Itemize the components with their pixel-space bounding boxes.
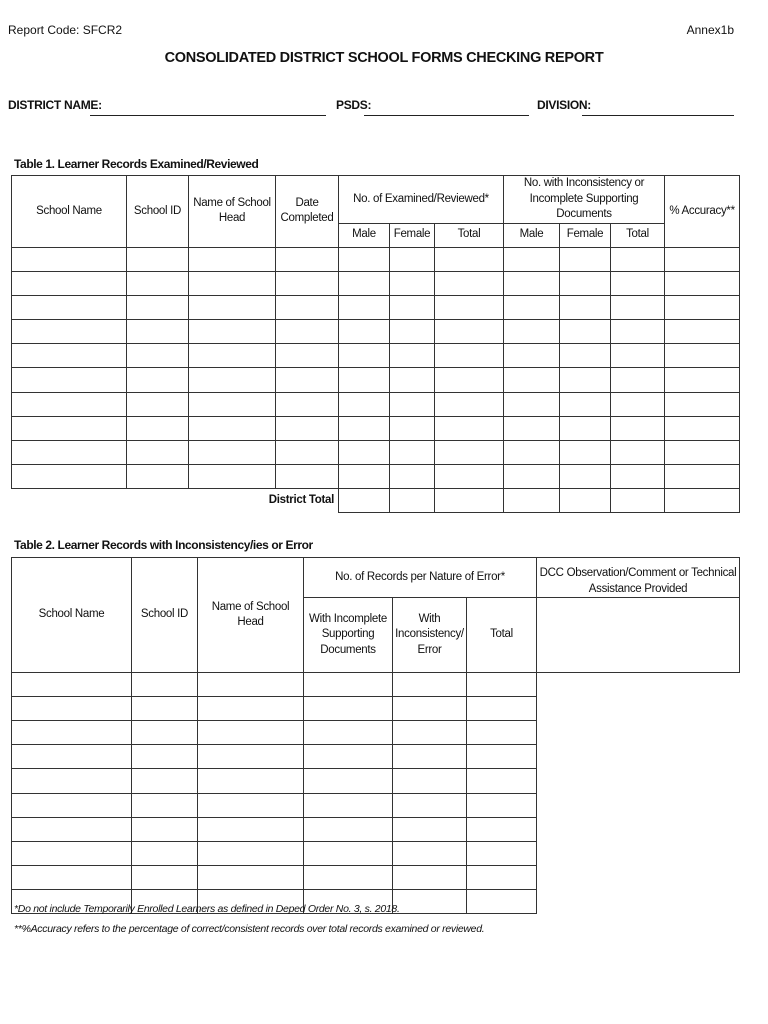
table-cell[interactable] <box>127 271 189 295</box>
table-row <box>12 295 740 319</box>
table-cell[interactable] <box>12 841 132 865</box>
table-cell[interactable] <box>435 392 504 416</box>
table-cell[interactable] <box>435 295 504 319</box>
table-cell[interactable] <box>12 271 127 295</box>
table-cell[interactable] <box>393 841 467 865</box>
table-cell[interactable] <box>12 673 132 697</box>
table-cell[interactable] <box>12 769 132 793</box>
table-cell[interactable] <box>393 769 467 793</box>
table-cell[interactable] <box>198 793 304 817</box>
table-cell[interactable] <box>393 697 467 721</box>
col2-school-head: Name of School Head <box>198 558 304 673</box>
table-cell[interactable] <box>198 697 304 721</box>
table-cell[interactable] <box>611 416 665 440</box>
table-cell[interactable] <box>393 865 467 889</box>
table-cell[interactable] <box>198 721 304 745</box>
table-cell[interactable] <box>560 416 611 440</box>
table-row <box>12 697 740 721</box>
table-cell[interactable] <box>339 295 390 319</box>
table-cell[interactable] <box>611 271 665 295</box>
table-row <box>12 368 740 392</box>
table-cell[interactable] <box>127 441 189 465</box>
table-cell[interactable] <box>390 465 435 489</box>
table-cell[interactable] <box>12 320 127 344</box>
table-cell[interactable] <box>435 441 504 465</box>
table-cell[interactable] <box>390 320 435 344</box>
table-cell[interactable] <box>339 344 390 368</box>
table-cell[interactable] <box>339 368 390 392</box>
report-code: Report Code: SFCR2 <box>8 23 123 37</box>
table-cell[interactable] <box>665 247 740 271</box>
table-cell[interactable] <box>132 865 198 889</box>
col-examined-total: Total <box>435 223 504 247</box>
inconsistency-records-table <box>11 557 740 914</box>
table-cell[interactable] <box>189 441 276 465</box>
table-cell[interactable] <box>276 247 339 271</box>
col-examined-female: Female <box>390 223 435 247</box>
table-cell[interactable] <box>611 441 665 465</box>
table-cell[interactable] <box>339 441 390 465</box>
psds-label: PSDS: <box>336 98 372 112</box>
table-cell[interactable] <box>198 673 304 697</box>
table-cell[interactable] <box>127 368 189 392</box>
district-name-field[interactable] <box>90 115 326 116</box>
table-cell[interactable] <box>611 465 665 489</box>
col-inconsistency-female: Female <box>560 223 611 247</box>
table-cell[interactable] <box>198 769 304 793</box>
table-cell[interactable] <box>132 697 198 721</box>
table-cell[interactable] <box>560 320 611 344</box>
table-cell[interactable] <box>467 721 537 745</box>
table-cell[interactable] <box>276 320 339 344</box>
district-total-cell[interactable] <box>390 489 435 513</box>
table-cell[interactable] <box>132 673 198 697</box>
table-cell[interactable] <box>390 295 435 319</box>
table-cell[interactable] <box>560 441 611 465</box>
table-cell[interactable] <box>127 344 189 368</box>
table-cell[interactable] <box>132 721 198 745</box>
table-cell[interactable] <box>132 817 198 841</box>
district-name-label: DISTRICT NAME: <box>8 98 102 112</box>
table-cell[interactable] <box>304 769 393 793</box>
table-cell[interactable] <box>339 247 390 271</box>
table-cell[interactable] <box>276 465 339 489</box>
table-cell[interactable] <box>189 368 276 392</box>
table-cell[interactable] <box>467 841 537 865</box>
table-cell[interactable] <box>504 392 560 416</box>
table-cell[interactable] <box>12 295 127 319</box>
district-total-cell[interactable] <box>560 489 611 513</box>
district-total-cell[interactable] <box>339 489 390 513</box>
table-cell[interactable] <box>390 441 435 465</box>
table-cell[interactable] <box>435 247 504 271</box>
table-cell[interactable] <box>665 392 740 416</box>
table-cell[interactable] <box>435 344 504 368</box>
table-cell[interactable] <box>12 465 127 489</box>
table-cell[interactable] <box>127 247 189 271</box>
table-cell[interactable] <box>467 865 537 889</box>
table-cell[interactable] <box>665 271 740 295</box>
table-cell[interactable] <box>504 344 560 368</box>
table-cell[interactable] <box>611 295 665 319</box>
col2-incomplete-docs: With Incomplete Supporting Documents <box>304 598 393 673</box>
table-cell[interactable] <box>467 793 537 817</box>
col-inconsistency-male: Male <box>504 223 560 247</box>
table-cell[interactable] <box>393 673 467 697</box>
table-cell[interactable] <box>12 721 132 745</box>
table-cell[interactable] <box>198 817 304 841</box>
table-row <box>12 344 740 368</box>
table-cell[interactable] <box>12 368 127 392</box>
table-cell[interactable] <box>304 745 393 769</box>
table-cell[interactable] <box>560 368 611 392</box>
learner-records-table <box>11 175 740 513</box>
table-cell[interactable] <box>276 295 339 319</box>
table-cell[interactable] <box>390 271 435 295</box>
table-cell[interactable] <box>665 368 740 392</box>
district-total-label: District Total <box>268 494 334 507</box>
table-cell[interactable] <box>276 441 339 465</box>
page-title: CONSOLIDATED DISTRICT SCHOOL FORMS CHECKING REPORT <box>164 50 604 66</box>
col-accuracy: % Accuracy** <box>665 176 740 248</box>
table-cell[interactable] <box>304 841 393 865</box>
table-cell[interactable] <box>665 441 740 465</box>
table-cell[interactable] <box>12 745 132 769</box>
psds-field[interactable] <box>364 115 529 116</box>
table-cell[interactable] <box>390 416 435 440</box>
table-cell[interactable] <box>132 793 198 817</box>
table-cell[interactable] <box>198 865 304 889</box>
table1-caption: Table 1. Learner Records Examined/Reviewed <box>14 157 259 171</box>
table-row <box>12 441 740 465</box>
table-row <box>12 320 740 344</box>
table-row <box>12 865 740 889</box>
annex-label: Annex1b <box>686 23 734 37</box>
table-row <box>12 721 740 745</box>
col2-inconsistency-error: With Inconsistency/ Error <box>393 598 467 673</box>
col-school-name: School Name <box>12 176 127 248</box>
table-cell[interactable] <box>560 271 611 295</box>
table-cell[interactable] <box>611 320 665 344</box>
division-label: DIVISION: <box>537 98 591 112</box>
table-cell[interactable] <box>467 769 537 793</box>
table-cell[interactable] <box>435 320 504 344</box>
table-cell[interactable] <box>665 320 740 344</box>
table-cell[interactable] <box>189 465 276 489</box>
table-cell[interactable] <box>127 392 189 416</box>
table-cell[interactable] <box>504 295 560 319</box>
col-examined: No. of Examined/Reviewed* <box>339 176 504 224</box>
table-cell[interactable] <box>12 865 132 889</box>
table-cell[interactable] <box>189 295 276 319</box>
table-cell[interactable] <box>189 271 276 295</box>
table-cell[interactable] <box>12 793 132 817</box>
table-row <box>12 416 740 440</box>
col2-school-name: School Name <box>12 558 132 673</box>
footnote-2: **%Accuracy refers to the percentage of correct/consistent records over total records examined or reviewed. <box>14 923 485 935</box>
table-cell[interactable] <box>611 368 665 392</box>
col-date-completed: Date Completed <box>276 176 339 248</box>
col-inconsistency-total: Total <box>611 223 665 247</box>
table-cell[interactable] <box>393 817 467 841</box>
table-cell[interactable] <box>435 368 504 392</box>
footnote-1: *Do not include Temporarily Enrolled Learners as defined in Deped Order No. 3, s. 2018. <box>14 903 400 915</box>
table-cell[interactable] <box>276 344 339 368</box>
table-cell[interactable] <box>504 441 560 465</box>
table-cell[interactable] <box>12 697 132 721</box>
table-cell[interactable] <box>189 247 276 271</box>
table-cell[interactable] <box>12 344 127 368</box>
table-cell[interactable] <box>435 416 504 440</box>
table-cell[interactable] <box>504 416 560 440</box>
table-cell[interactable] <box>127 465 189 489</box>
table-row <box>12 769 740 793</box>
table-cell[interactable] <box>198 841 304 865</box>
table-cell[interactable] <box>276 416 339 440</box>
table-cell[interactable] <box>12 817 132 841</box>
table-cell[interactable] <box>665 295 740 319</box>
table-cell[interactable] <box>304 817 393 841</box>
col-examined-male: Male <box>339 223 390 247</box>
table-cell[interactable] <box>504 271 560 295</box>
col-inconsistency: No. with Inconsistency or Incomplete Supporting Documents <box>504 176 665 224</box>
col2-total: Total <box>467 598 537 673</box>
table-cell[interactable] <box>611 247 665 271</box>
table-cell[interactable] <box>189 320 276 344</box>
col2-school-id: School ID <box>132 558 198 673</box>
table-cell[interactable] <box>560 247 611 271</box>
district-total-cell[interactable] <box>435 489 504 513</box>
table-cell[interactable] <box>339 320 390 344</box>
table-cell[interactable] <box>611 392 665 416</box>
table-cell[interactable] <box>467 817 537 841</box>
table-cell[interactable] <box>390 368 435 392</box>
table-row <box>12 465 740 489</box>
table-cell[interactable] <box>339 416 390 440</box>
table-cell[interactable] <box>276 368 339 392</box>
col-school-id: School ID <box>127 176 189 248</box>
table-cell[interactable] <box>504 465 560 489</box>
table-cell[interactable] <box>390 247 435 271</box>
table-cell[interactable] <box>665 344 740 368</box>
table-cell[interactable] <box>560 392 611 416</box>
table-cell[interactable] <box>504 368 560 392</box>
table-cell[interactable] <box>467 697 537 721</box>
table-row <box>12 817 740 841</box>
table-cell[interactable] <box>504 247 560 271</box>
table-cell[interactable] <box>12 416 127 440</box>
table-cell[interactable] <box>467 673 537 697</box>
table-cell[interactable] <box>189 344 276 368</box>
table-cell[interactable] <box>665 465 740 489</box>
table-row <box>12 271 740 295</box>
table-cell[interactable] <box>435 465 504 489</box>
table-cell[interactable] <box>12 441 127 465</box>
table2-caption: Table 2. Learner Records with Inconsistency/ies or Error <box>14 538 313 552</box>
table-cell[interactable] <box>393 793 467 817</box>
table-cell[interactable] <box>504 320 560 344</box>
table-cell[interactable] <box>132 769 198 793</box>
table-cell[interactable] <box>304 697 393 721</box>
table-cell[interactable] <box>560 465 611 489</box>
col2-nature-of-error: No. of Records per Nature of Error* <box>304 558 537 598</box>
dcc-observation-box[interactable] <box>537 598 740 673</box>
table-cell[interactable] <box>127 320 189 344</box>
table-cell[interactable] <box>611 344 665 368</box>
table-cell[interactable] <box>390 392 435 416</box>
table-cell[interactable] <box>393 745 467 769</box>
table-row <box>12 392 740 416</box>
table-cell[interactable] <box>198 745 304 769</box>
district-total-cell[interactable] <box>665 489 740 513</box>
table-row <box>12 247 740 271</box>
table-cell[interactable] <box>393 721 467 745</box>
table-cell[interactable] <box>127 416 189 440</box>
division-field[interactable] <box>582 115 734 116</box>
table-cell[interactable] <box>435 271 504 295</box>
table-cell[interactable] <box>132 745 198 769</box>
table-cell[interactable] <box>12 247 127 271</box>
table-cell[interactable] <box>127 295 189 319</box>
table-cell[interactable] <box>304 865 393 889</box>
table-row <box>12 745 740 769</box>
table-cell[interactable] <box>189 416 276 440</box>
table-cell[interactable] <box>132 841 198 865</box>
table-cell[interactable] <box>276 271 339 295</box>
table-cell[interactable] <box>339 392 390 416</box>
table-cell[interactable] <box>339 271 390 295</box>
table-cell[interactable] <box>304 721 393 745</box>
table-cell[interactable] <box>560 344 611 368</box>
col-school-head: Name of School Head <box>189 176 276 248</box>
table-cell[interactable] <box>276 392 339 416</box>
table-cell[interactable] <box>665 416 740 440</box>
table-cell[interactable] <box>560 295 611 319</box>
table-cell[interactable] <box>12 392 127 416</box>
table-cell[interactable] <box>393 889 467 913</box>
table-cell[interactable] <box>339 465 390 489</box>
table-row <box>12 841 740 865</box>
table-cell[interactable] <box>304 673 393 697</box>
table-row <box>12 793 740 817</box>
table-cell[interactable] <box>467 745 537 769</box>
table-cell[interactable] <box>304 793 393 817</box>
table-cell[interactable] <box>189 392 276 416</box>
table-row <box>12 673 740 697</box>
district-total-cell[interactable] <box>504 489 560 513</box>
district-total-cell[interactable] <box>611 489 665 513</box>
table-cell[interactable] <box>467 889 537 913</box>
table-cell[interactable] <box>390 344 435 368</box>
district-total-row <box>12 489 740 513</box>
col2-dcc-observation: DCC Observation/Comment or Technical Assistance Provided <box>537 558 740 598</box>
